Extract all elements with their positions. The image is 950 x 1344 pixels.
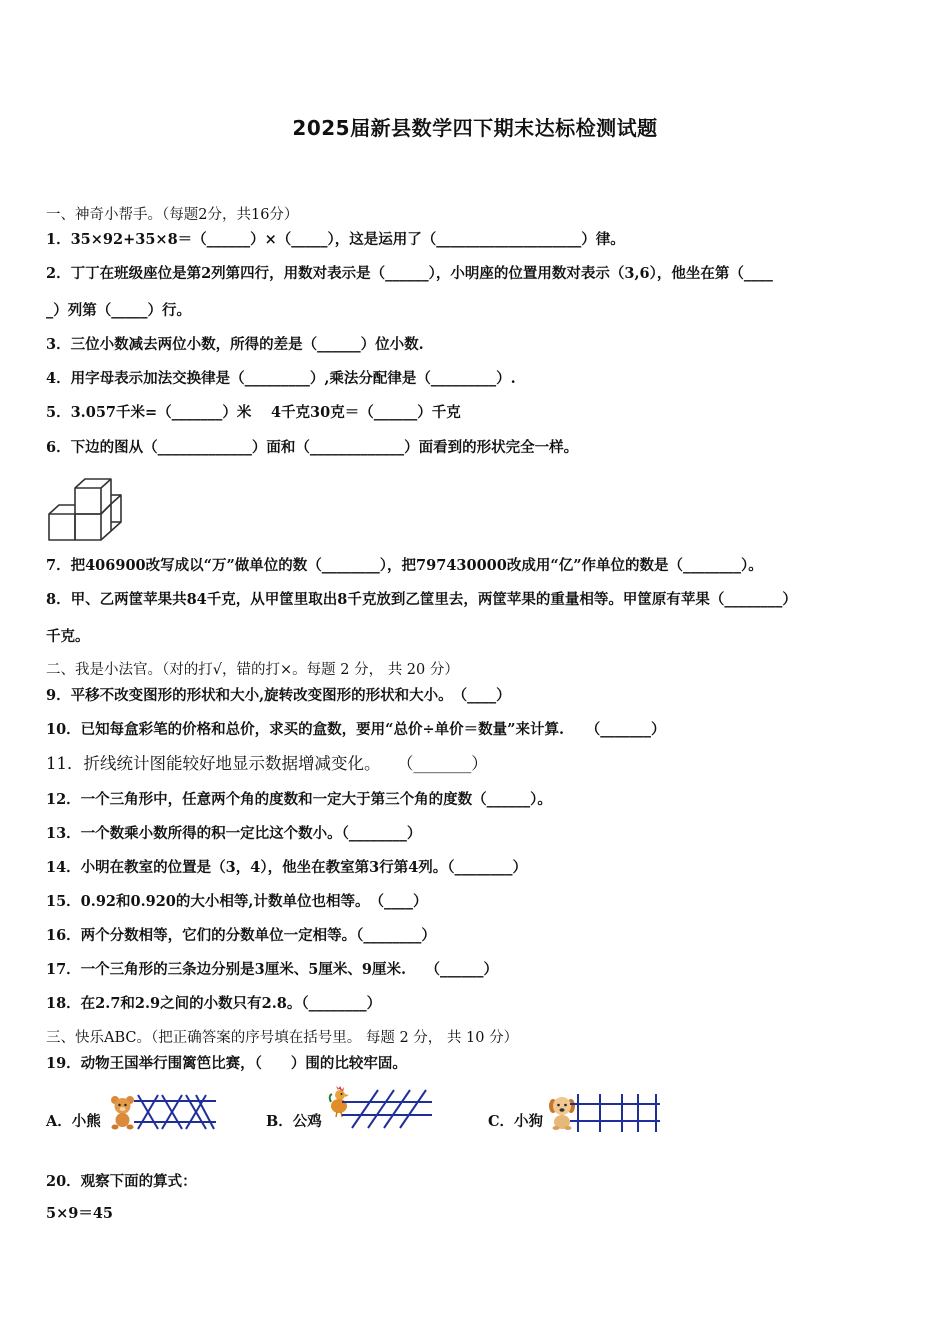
question-18: 18．在2.7和2.9之间的小数只有2.8。（________）	[46, 995, 382, 1012]
question-12: 12．一个三角形中，任意两个角的度数和一定大于第三个角的度数（______）。	[46, 791, 552, 808]
fence-slanted	[342, 1088, 432, 1130]
question-2-line2: _）列第（_____）行。	[46, 302, 191, 319]
question-1: 1．35×92+35×8＝（______）×（_____），这是运用了（____________________）律。	[46, 231, 625, 248]
page-title: 2025届新县数学四下期末达标检测试题	[292, 116, 658, 140]
question-15: 15．0.92和0.920的大小相等,计数单位也相等。 （____）	[46, 893, 428, 910]
question-6: 6．下边的图从（_____________）面和（_____________）面看到的形状完全一样。	[46, 439, 579, 456]
question-5: 5．3.057千米=（_______）米 4千克30克＝（______）千克	[46, 404, 461, 421]
option-c-label: C．小狗	[488, 1113, 544, 1130]
question-20-equation: 5×9＝45	[46, 1205, 114, 1222]
fence-crossed	[134, 1094, 216, 1130]
question-13: 13．一个数乘小数所得的积一定比这个数小。（________）	[46, 825, 422, 842]
question-11: 11．折线统计图能较好地显示数据增减变化。 （_______）	[46, 754, 488, 773]
question-8-line1: 8．甲、乙两筐苹果共84千克，从甲筐里取出8千克放到乙筐里去，两筐苹果的重量相等。甲筐原有苹果（________）	[46, 591, 797, 608]
question-3: 3．三位小数减去两位小数，所得的差是（______）位小数.	[46, 336, 424, 353]
fence-grid	[570, 1094, 660, 1132]
question-4: 4．用字母表示加法交换律是（_________）,乘法分配律是（_________）.	[46, 370, 516, 387]
question-19: 19．动物王国举行围篱笆比赛，（ ）围的比较牢固。	[46, 1055, 407, 1072]
question-20: 20．观察下面的算式：	[46, 1173, 197, 1190]
question-10: 10．已知每盒彩笔的价格和总价，求买的盒数，要用“总价÷单价＝数量”来计算. （_______）	[46, 721, 666, 738]
question-16: 16．两个分数相等，它们的分数单位一定相等。（________）	[46, 927, 436, 944]
question-8-line2: 千克。	[46, 628, 90, 645]
question-9: 9．平移不改变图形的形状和大小,旋转改变图形的形状和大小。 （____）	[46, 687, 511, 704]
question-17: 17．一个三角形的三条边分别是3厘米、5厘米、9厘米. （______）	[46, 961, 499, 978]
section-1-heading: 一、神奇小帮手。（每题2分，共16分）	[46, 207, 299, 223]
cube-stack-figure	[47, 476, 131, 542]
question-14: 14．小明在教室的位置是（3，4），他坐在教室第3行第4列。（________）	[46, 859, 528, 876]
section-3-heading: 三、快乐ABC。（把正确答案的序号填在括号里。 每题 2 分， 共 10 分）	[46, 1030, 519, 1046]
question-2-line1: 2．丁丁在班级座位是第2列第四行，用数对表示是（______），小明座的位置用数对表示（3,6），他坐在第（____	[46, 265, 773, 282]
section-2-heading: 二、我是小法官。（对的打√，错的打×。每题 2 分， 共 20 分）	[46, 662, 459, 678]
option-a-label: A．小熊	[46, 1113, 101, 1130]
option-b-label: B．公鸡	[266, 1113, 322, 1130]
question-7: 7．把406900改写成以“万”做单位的数（________），把797430000改成用“亿”作单位的数是（________）。	[46, 557, 763, 574]
